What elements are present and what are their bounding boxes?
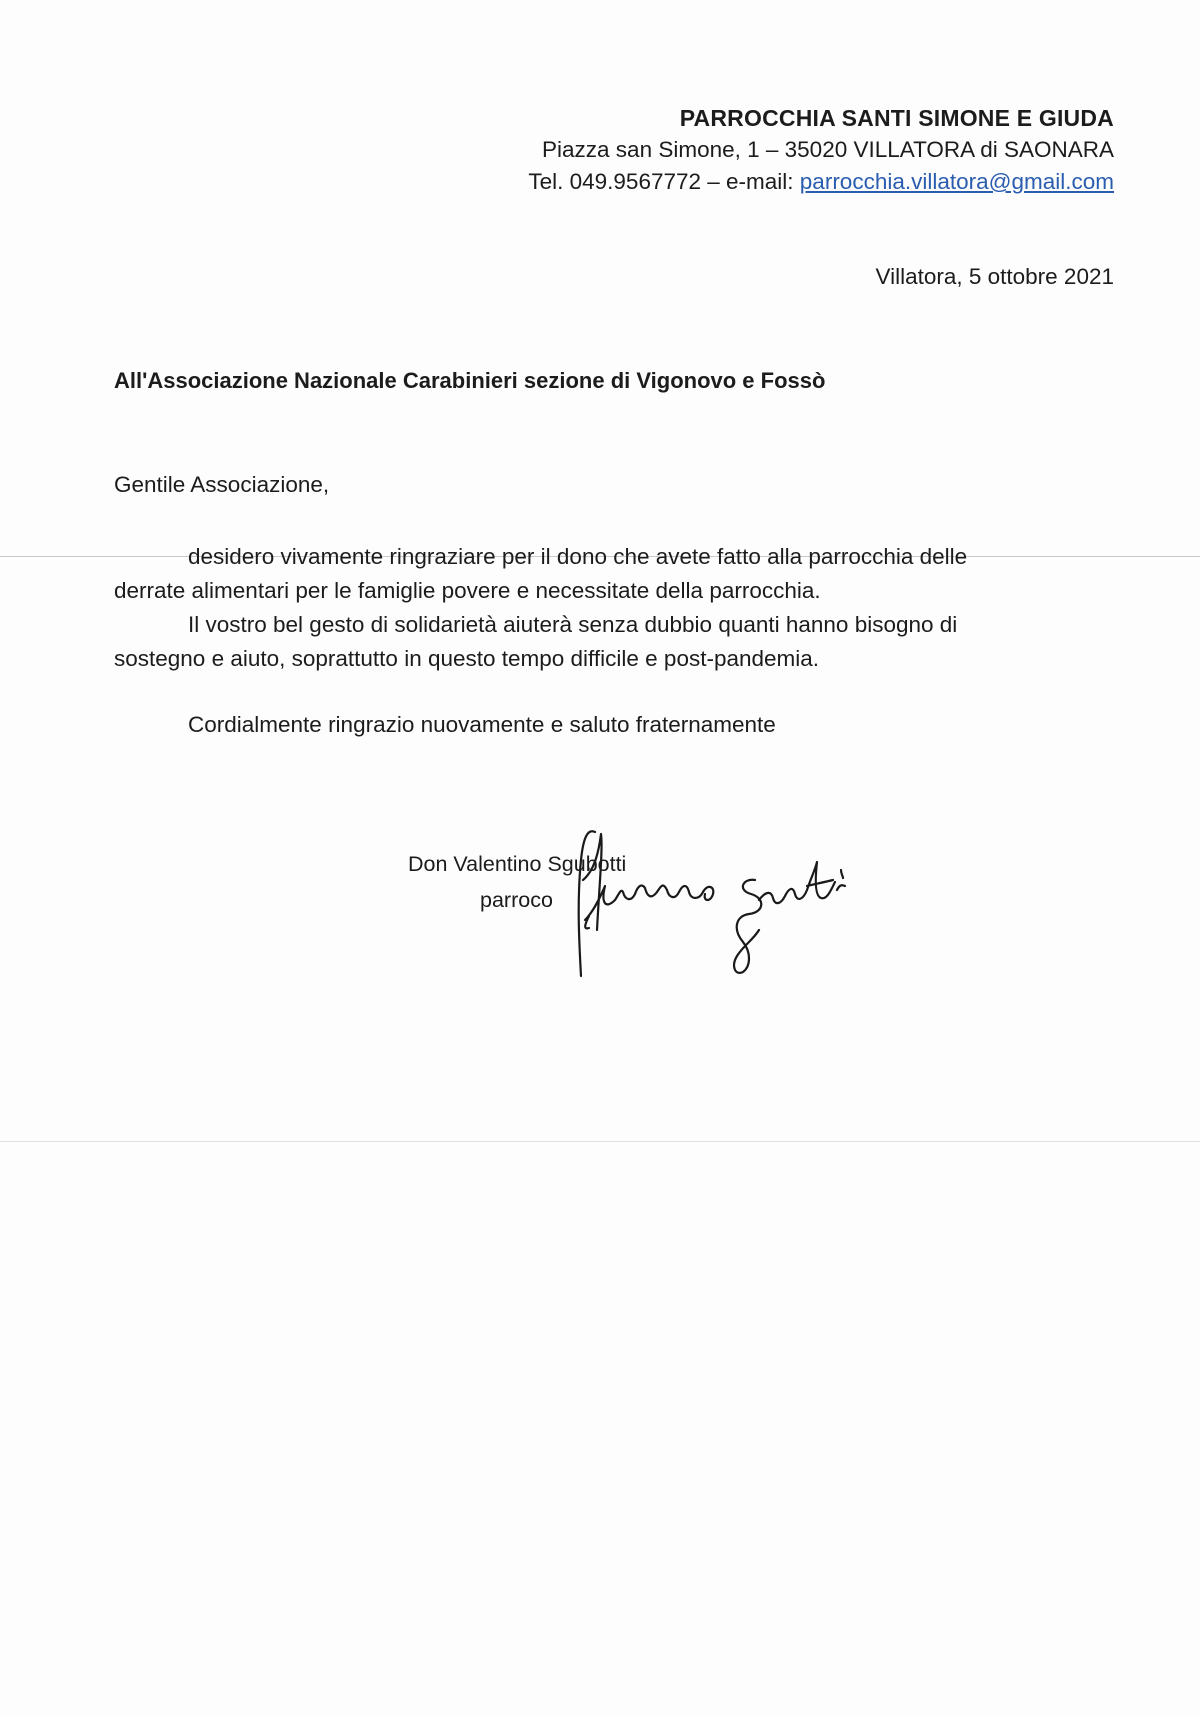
parish-phone: Tel. 049.9567772 – e-mail: — [528, 169, 800, 194]
signer-role: parroco — [480, 888, 553, 912]
parish-contacts — [528, 166, 1114, 198]
letterhead — [528, 102, 1114, 198]
paper-fold-line — [0, 1141, 1200, 1142]
salutation: Gentile Associazione, — [114, 472, 330, 497]
signer-name: Don Valentino Sgubotti — [408, 852, 627, 876]
recipient-line: All'Associazione Nazionale Carabinieri sezione di Vigonovo e Fossò — [114, 368, 826, 393]
letter-body — [114, 540, 1044, 676]
parish-email-link[interactable]: parrocchia.villatora@gmail.com — [799, 169, 1114, 194]
body-paragraph: desidero vivamente ringraziare per il dono che avete fatto alla parrocchia delle derrate alimentari per le famiglie povere e necessitate della parrocchia. — [114, 544, 968, 603]
handwritten-signature — [575, 820, 895, 990]
parish-address: Piazza san Simone, 1 – 35020 VILLATORA di SAONARA — [542, 137, 1114, 162]
parish-name: PARROCCHIA SANTI SIMONE E GIUDA — [679, 105, 1114, 131]
body-paragraph: Il vostro bel gesto di solidarietà aiuterà senza dubbio quanti hanno bisogno di sostegno e aiuto, soprattutto in questo tempo difficile e post-pandemia. — [114, 612, 958, 671]
letter-date: Villatora, 5 ottobre 2021 — [875, 264, 1114, 289]
closing-line: Cordialmente ringrazio nuovamente e saluto fraternamente — [188, 712, 776, 737]
